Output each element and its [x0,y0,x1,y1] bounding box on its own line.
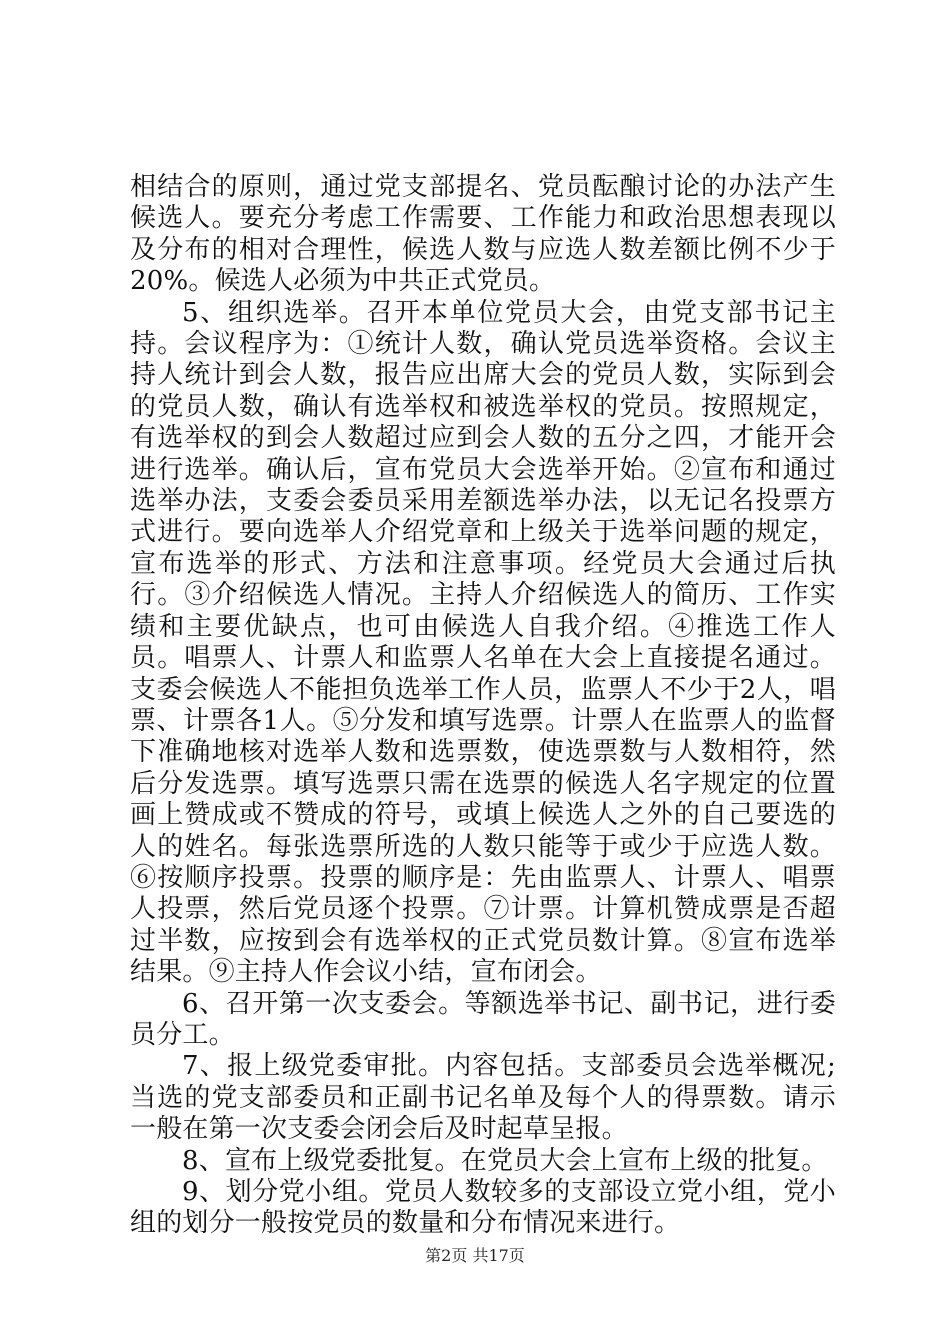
page-footer [0,1246,950,1266]
paragraph-step-9-groups: 9、划分党小组。党员人数较多的支部设立党小组，党小组的划分一般按党员的数量和分布情况来进行。 [130,1177,836,1239]
paragraph-step-8-announce: 8、宣布上级党委批复。在党员大会上宣布上级的批复。 [182,1145,828,1176]
page-number-label: 第2页 共17页 [425,1246,525,1265]
document-body [130,172,836,1240]
paragraph-candidates: 相结合的原则，通过党支部提名、党员酝酿讨论的办法产生候选人。要充分考虑工作需要、工作能力和政治思想表现以及分布的相对合理性，候选人数与应选人数差额比例不少于20%。候选人必须为中共正式党员。 [130,172,836,297]
paragraph-step-6-first-meeting: 6、召开第一次支委会。等额选举书记、副书记，进行委员分工。 [130,988,836,1050]
paragraph-step-7-approval: 7、报上级党委审批。内容包括。支部委员会选举概况;当选的党支部委员和正副书记名单及每个人的得票数。请示一般在第一次支委会闭会后及时起草呈报。 [130,1051,836,1145]
paragraph-step-5-election: 5、组织选举。召开本单位党员大会，由党支部书记主持。会议程序为：①统计人数，确认党员选举资格。会议主持人统计到会人数，报告应出席大会的党员人数，实际到会的党员人数，确认有选举权和被选举权的党员。按照规定，有选举权的到会人数超过应到会人数的五分之四，才能开会进行选举。确认后，宣布党员大会选举开始。②宣布和通过选举办法，支委会委员采用差额选举办法，以无记名投票方式进行。要向选举人介绍党章和上级关于选举问题的规定，宣布选举的形式、方法和注意事项。经党员大会通过后执行。③介绍候选人情况。主持人介绍候选人的简历、工作实绩和主要优缺点，也可由候选人自我介绍。④推选工作人员。唱票人、计票人和监票人名单在大会上直接提名通过。支委会候选人不能担负选举工作人员，监票人不少于2人，唱票、计票各1人。⑤分发和填写选票。计票人在监票人的监督下准确地核对选举人数和选票数，使选票数与人数相符，然后分发选票。填写选票只需在选票的候选人名字规定的位置画上赞成或不赞成的符号，或填上候选人之外的自己要选的人的姓名。每张选票所选的人数只能等于或少于应选人数。⑥按顺序投票。投票的顺序是：先由监票人、计票人、唱票人投票，然后党员逐个投票。⑦计票。计算机赞成票是否超过半数，应按到会有选举权的正式党员数计算。⑧宣布选举结果。⑨主持人作会议小结，宣布闭会。 [130,297,836,988]
